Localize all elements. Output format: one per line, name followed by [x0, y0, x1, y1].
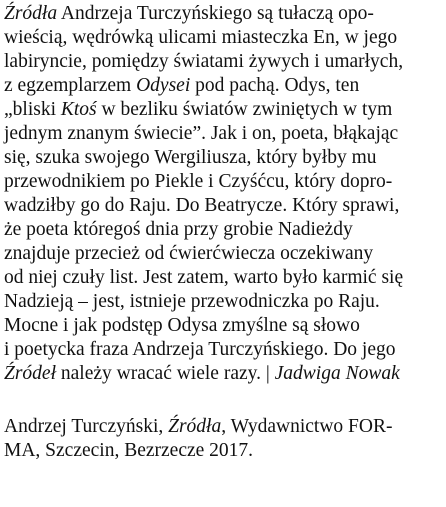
text-segment: pod pachą. Odys, ten: [190, 75, 360, 96]
review-line: [4, 362, 442, 386]
italic-text: Źródła: [4, 3, 58, 24]
text-segment: od niej czuły list. Jest zatem, warto było karmić się: [4, 267, 404, 288]
text-segment: labiryncie, pomiędzy światami żywych i umarłych,: [4, 51, 404, 72]
review-line: [4, 26, 442, 50]
text-segment: „bliski: [4, 99, 61, 120]
review-line: [4, 290, 442, 314]
review-line: [4, 146, 442, 170]
review-line: [4, 338, 442, 362]
review-line: [4, 170, 442, 194]
review-line: [4, 314, 442, 338]
text-segment: że poeta któregoś dnia przy grobie Nadieżdy: [4, 219, 353, 240]
review-line: [4, 266, 442, 290]
text-segment: wadziłby go do Raju. Do Beatrycze. Który sprawi,: [4, 195, 400, 216]
italic-text: Odysei: [136, 75, 191, 96]
review-line: [4, 74, 442, 98]
text-segment: jednym znanym świecie”. Jak i on, poeta, błąkając: [4, 123, 399, 144]
text-segment: w bezliku światów zwiniętych w tym: [96, 99, 393, 120]
citation-line: [4, 415, 442, 439]
italic-text: Jadwiga Nowak: [274, 363, 400, 384]
review-line: [4, 194, 442, 218]
text-segment: Nadzieją – jest, istnieje przewodniczka po Raju.: [4, 291, 380, 312]
text-segment: Andrzej Turczyński,: [4, 416, 169, 437]
text-segment: znajduje przecież od ćwierćwiecza oczekiwany: [4, 243, 374, 264]
text-segment: się, szuka swojego Wergiliusza, który byłby mu: [4, 147, 377, 168]
review-line: [4, 98, 442, 122]
italic-text: Źródła: [168, 416, 222, 437]
text-segment: należy wracać wiele razy. |: [56, 363, 275, 384]
text-segment: i poetycka fraza Andrzeja Turczyńskiego. Do jego: [4, 339, 396, 360]
italic-text: Ktoś: [60, 99, 97, 120]
text-segment: wieścią, wędrówką ulicami miasteczka En, w jego: [4, 27, 398, 48]
review-line: [4, 242, 442, 266]
book-citation: [4, 415, 442, 463]
text-segment: przewodnikiem po Piekle i Czyśćcu, który dopro-: [4, 171, 393, 192]
text-segment: MA, Szczecin, Bezrzecze 2017.: [4, 440, 254, 461]
text-segment: Andrzeja Turczyńskiego są tułaczą opo-: [57, 3, 374, 24]
review-line: [4, 122, 442, 146]
text-segment: , Wydawnictwo FOR-: [221, 416, 393, 437]
text-segment: z egzemplarzem: [4, 75, 137, 96]
citation-line: [4, 439, 442, 463]
review-line: [4, 218, 442, 242]
italic-text: Źródeł: [4, 363, 57, 384]
text-segment: Mocne i jak podstęp Odysa zmyślne są słowo: [4, 315, 360, 336]
review-line: [4, 2, 442, 26]
review-line: [4, 50, 442, 74]
review-text: [4, 2, 442, 386]
